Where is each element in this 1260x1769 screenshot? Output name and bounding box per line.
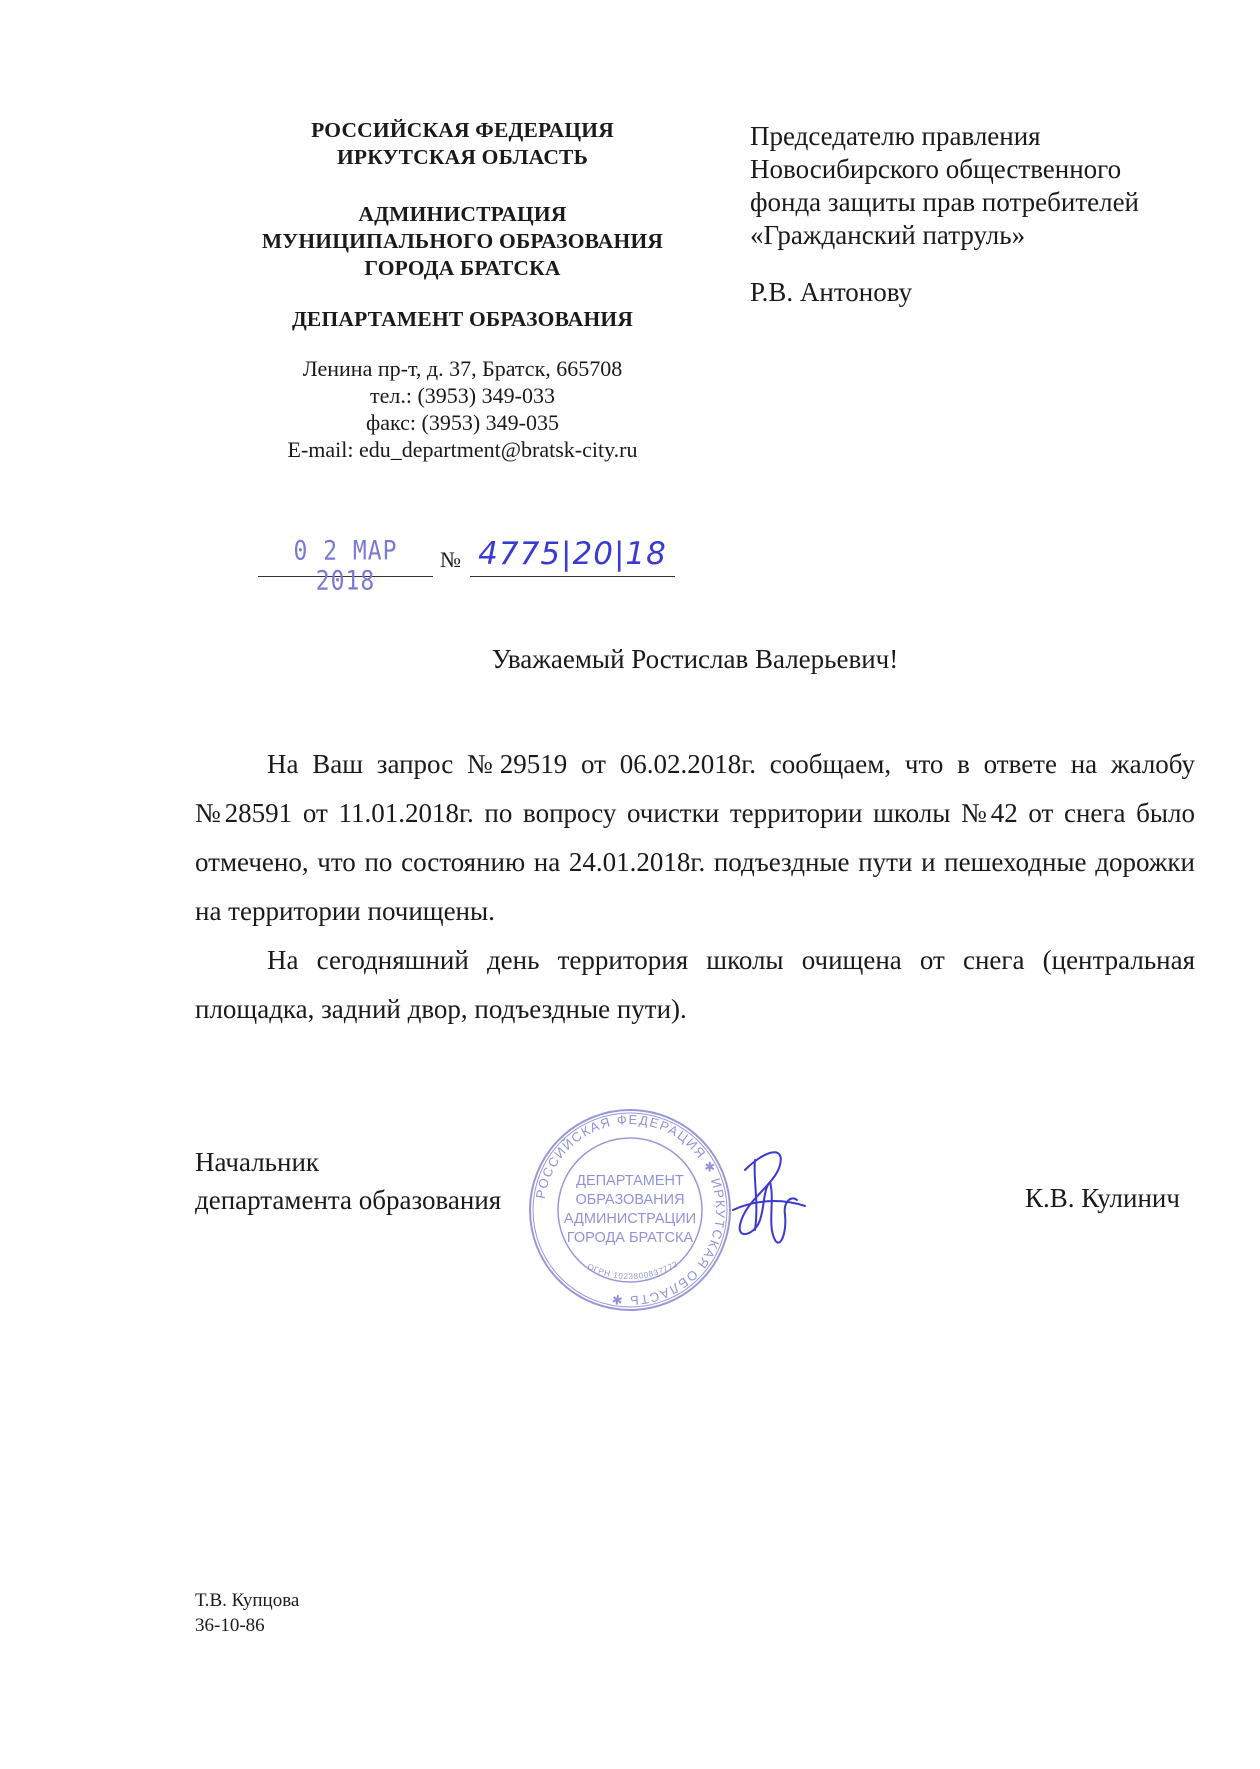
registration-date-field	[258, 536, 433, 597]
signer-name: К.В. Кулинич	[1025, 1183, 1180, 1213]
sender-email: E-mail: edu_department@bratsk-city.ru	[287, 437, 638, 462]
sender-header	[195, 117, 730, 463]
official-seal-icon	[525, 1105, 735, 1315]
addressee-block	[750, 120, 1210, 309]
sender-address: Ленина пр-т, д. 37, Братск, 665708	[302, 356, 623, 381]
letter-body	[195, 740, 1195, 1034]
administration-line-2: МУНИЦИПАЛЬНОГО ОБРАЗОВАНИЯ	[261, 229, 664, 253]
department-name: ДЕПАРТАМЕНТ ОБРАЗОВАНИЯ	[291, 307, 634, 331]
date-stamp: 0 2 МАР 2018	[293, 536, 398, 597]
handwritten-number: 4775|20|18	[478, 536, 667, 572]
signer-title-line-1: Начальник	[195, 1147, 320, 1177]
handwritten-signature-icon	[725, 1140, 810, 1260]
signer-title-line-2: департамента образования	[195, 1185, 502, 1215]
greeting: Уважаемый Ростислав Валерьевич!	[491, 644, 899, 674]
addressee-line-3: фонда защиты прав потребителей	[750, 187, 1140, 217]
seal-line-2: ОБРАЗОВАНИЯ	[575, 1192, 685, 1208]
addressee-line-1: Председателю правления	[750, 121, 1041, 151]
addressee-line-2: Новосибирского общественного	[750, 154, 1122, 184]
seal-ring-text: РОССИЙСКАЯ ФЕДЕРАЦИЯ ✱ ИРКУТСКАЯ ОБЛАСТЬ ✱	[532, 1111, 729, 1309]
addressee-line-4: «Гражданский патруль»	[750, 220, 1026, 250]
executor-block	[195, 1588, 299, 1638]
seal-line-3: АДМИНИСТРАЦИИ	[563, 1211, 697, 1227]
body-paragraph-2: На сегодняшний день территория школы очищена от снега (центральная площадка, задний двор, подъездные пути).	[195, 945, 1195, 1024]
addressee-name: Р.В. Антонову	[750, 277, 913, 307]
seal-line-1: ДЕПАРТАМЕНТ	[576, 1173, 684, 1189]
sender-fax: факс: (3953) 349-035	[365, 410, 559, 435]
registration-number-field	[470, 536, 675, 577]
seal-bottom-text: ОГРН 1023800837772	[585, 1259, 680, 1282]
region: ИРКУТСКАЯ ОБЛАСТЬ	[336, 145, 589, 169]
executor-name: Т.В. Купцова	[195, 1590, 300, 1611]
seal-line-4: ГОРОДА БРАТСКА	[566, 1230, 694, 1246]
signer-title	[195, 1143, 501, 1219]
administration-line-1: АДМИНИСТРАЦИЯ	[358, 202, 567, 226]
number-label: №	[440, 547, 461, 572]
executor-phone: 36-10-86	[195, 1615, 265, 1636]
sender-phone: тел.: (3953) 349-033	[370, 383, 555, 408]
administration-line-3: ГОРОДА БРАТСКА	[364, 256, 561, 280]
body-paragraph-1: На Ваш запрос №29519 от 06.02.2018г. сообщаем, что в ответе на жалобу №28591 от 11.01.2018г. по вопросу очистки территории школы №42 от снега было отмечено, что по состоянию на 24.01.2018г. подъездные пути и пешеходные дорожки на территории почищены.	[195, 749, 1195, 926]
country: РОССИЙСКАЯ ФЕДЕРАЦИЯ	[311, 118, 614, 142]
